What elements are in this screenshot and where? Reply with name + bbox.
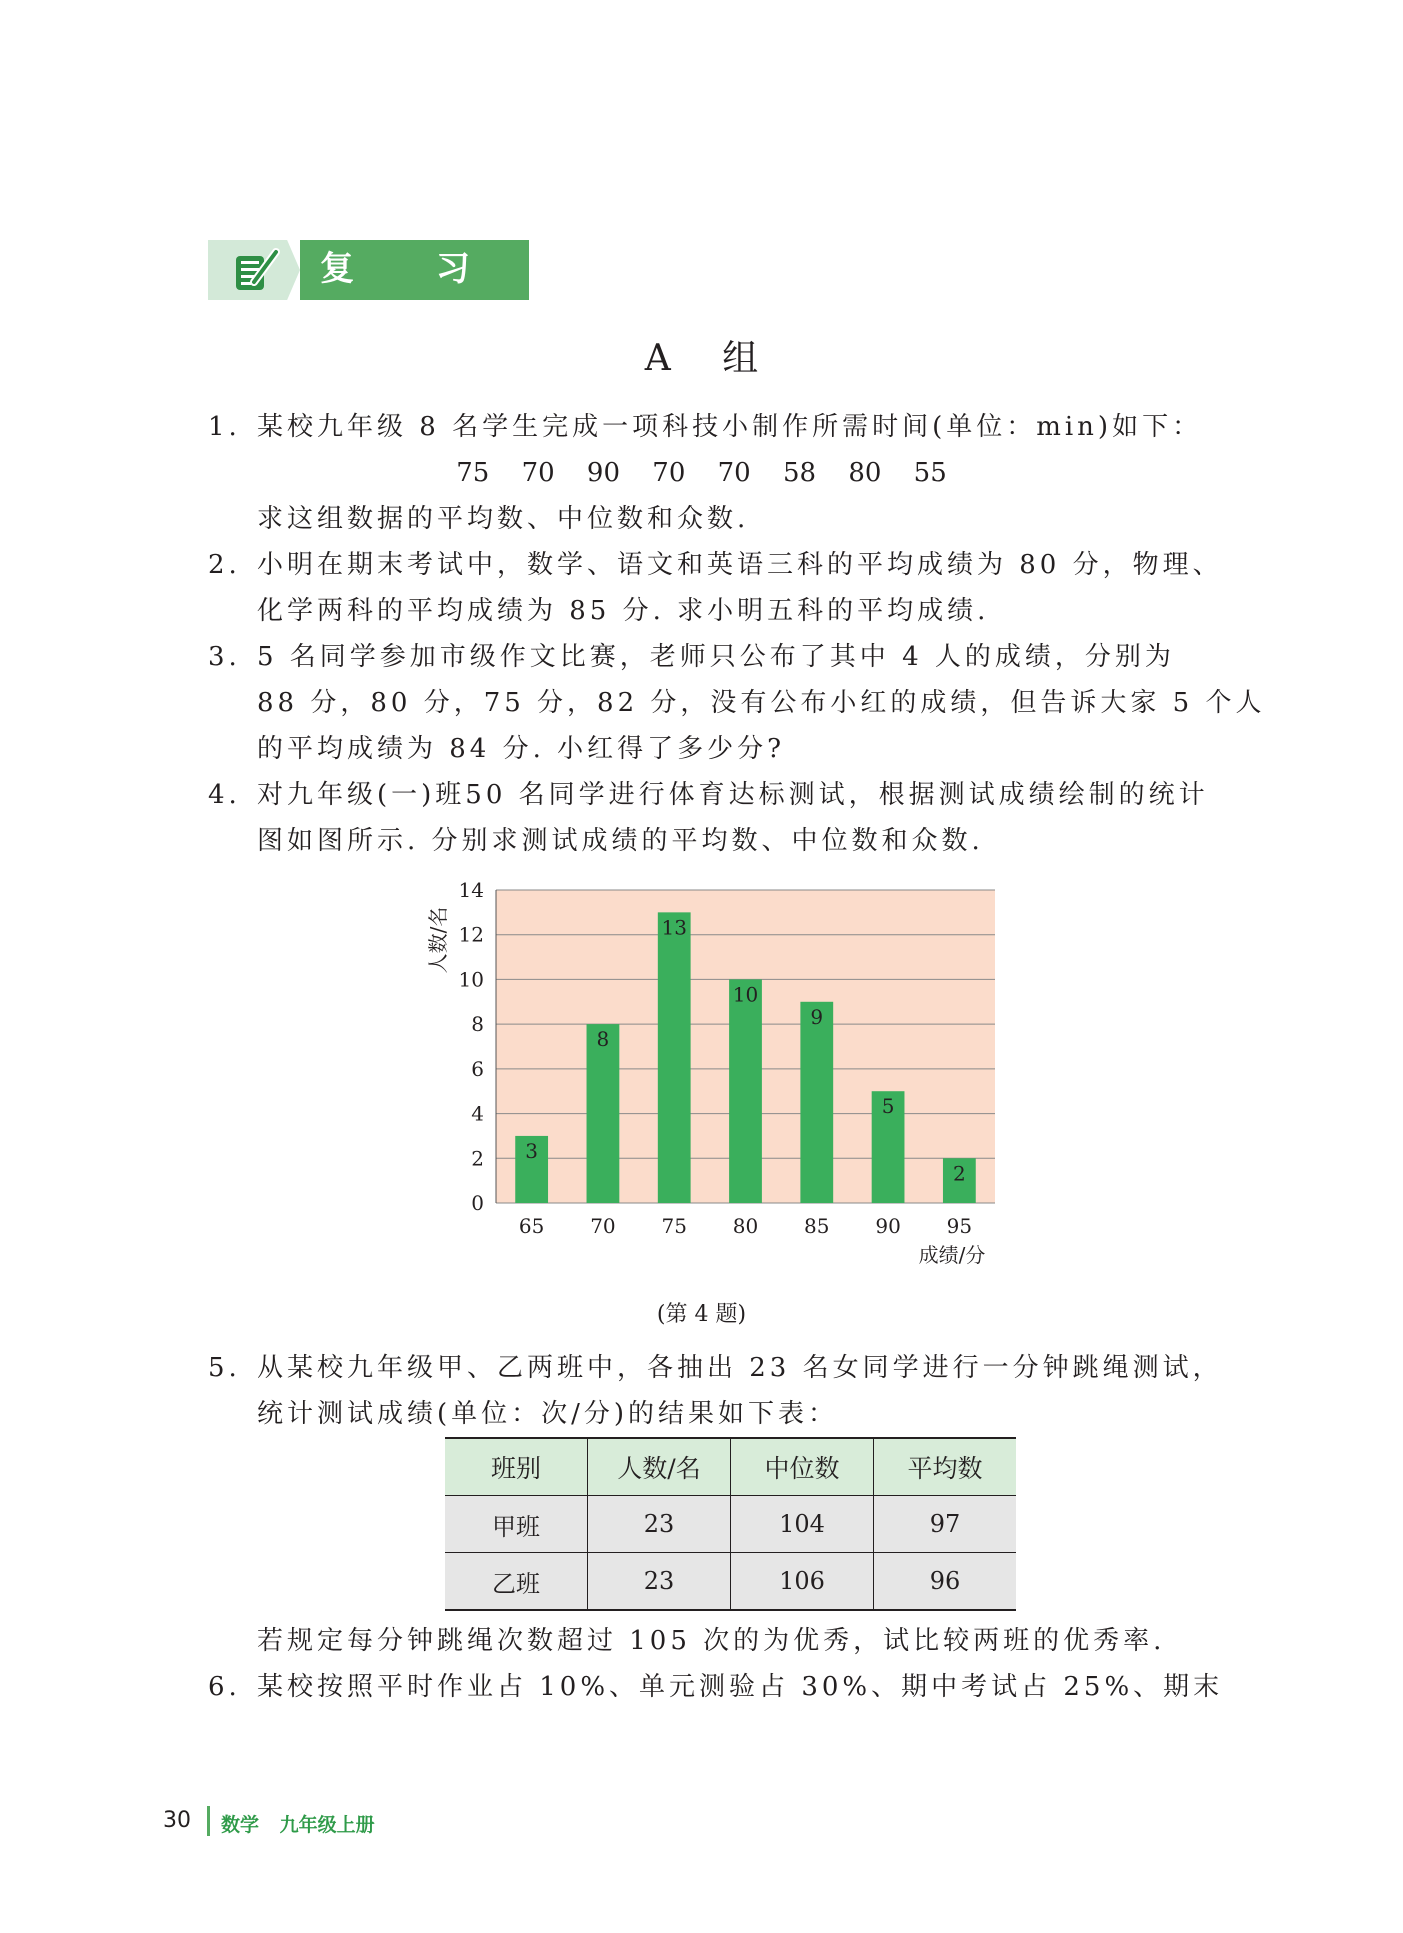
y-tick-label: 12 xyxy=(458,922,484,947)
problem-3-line-2: 88 分，80 分，75 分，82 分，没有公布小红的成绩，但告诉大家 5 个人 xyxy=(257,688,1266,718)
figure-caption: (第 4 题) xyxy=(656,1302,747,1327)
bar-value-label: 8 xyxy=(596,1027,610,1052)
x-tick-label: 80 xyxy=(732,1214,759,1238)
problem-3-line-3: 的平均成绩为 84 分. 小红得了多少分? xyxy=(257,734,786,764)
table-cell: 97 xyxy=(874,1496,1017,1553)
problem-5-number: 5. xyxy=(208,1353,241,1383)
x-tick-label: 85 xyxy=(804,1214,830,1238)
y-tick-label: 2 xyxy=(471,1146,484,1171)
problem-3-line-1: 5 名同学参加市级作文比赛，老师只公布了其中 4 人的成绩，分别为 xyxy=(257,642,1175,672)
test-score-bar-chart xyxy=(400,870,1000,1280)
table-cell: 106 xyxy=(731,1553,874,1611)
group-title: A 组 xyxy=(644,338,779,379)
x-axis-title: 成绩/分 xyxy=(918,1243,986,1267)
problem-2-line-2: 化学两科的平均成绩为 85 分. 求小明五科的平均成绩. xyxy=(257,596,990,626)
bar-value-label: 13 xyxy=(661,915,687,940)
bar-value-label: 5 xyxy=(881,1094,895,1119)
table-header-row xyxy=(445,1438,1016,1496)
y-tick-label: 4 xyxy=(471,1101,484,1126)
table-cell: 96 xyxy=(874,1553,1017,1611)
section-title: 复 习 题 xyxy=(320,249,621,289)
table-cell: 23 xyxy=(588,1496,731,1553)
x-tick-label: 90 xyxy=(875,1214,901,1238)
banner-title-box xyxy=(300,240,621,300)
bar-value-label: 2 xyxy=(952,1161,966,1186)
x-tick-label: 65 xyxy=(518,1214,545,1238)
table-header: 中位数 xyxy=(731,1438,874,1496)
problem-6-number: 6. xyxy=(208,1672,241,1702)
y-tick-label: 14 xyxy=(458,878,484,902)
banner-icon-box xyxy=(208,240,300,300)
table-row xyxy=(445,1496,1016,1553)
problem-2-line-1: 小明在期末考试中，数学、语文和英语三科的平均成绩为 80 分，物理、 xyxy=(257,550,1223,580)
bar xyxy=(658,912,691,1203)
problem-1-question: 求这组数据的平均数、中位数和众数. xyxy=(257,504,750,534)
table-row xyxy=(445,1553,1016,1611)
bar-value-label: 3 xyxy=(525,1138,539,1163)
table-cell: 乙班 xyxy=(445,1553,588,1611)
problem-5-line-2: 统计测试成绩(单位：次/分)的结果如下表： xyxy=(257,1399,839,1429)
y-tick-label: 0 xyxy=(471,1191,484,1215)
jump-rope-table xyxy=(445,1437,1016,1611)
problem-6-line-1: 某校按照平时作业占 10%、单元测验占 30%、期中考试占 25%、期末 xyxy=(257,1672,1224,1702)
table-header: 人数/名 xyxy=(588,1438,731,1496)
table-header: 班别 xyxy=(445,1438,588,1496)
problem-3-number: 3. xyxy=(208,642,241,672)
y-tick-label: 8 xyxy=(471,1012,484,1037)
problem-4-number: 4. xyxy=(208,780,241,810)
bar-value-label: 9 xyxy=(810,1004,824,1029)
problem-2-number: 2. xyxy=(208,550,241,580)
y-tick-label: 6 xyxy=(471,1056,484,1081)
table-cell: 甲班 xyxy=(445,1496,588,1553)
page-number: 30 xyxy=(163,1808,191,1833)
footer-divider xyxy=(207,1806,210,1836)
bar xyxy=(729,979,762,1203)
problem-1-data: 75 70 90 70 70 58 80 55 xyxy=(456,458,947,488)
table-cell: 23 xyxy=(588,1553,731,1611)
table-header: 平均数 xyxy=(874,1438,1017,1496)
x-tick-label: 95 xyxy=(946,1214,973,1238)
problem-5-line-1: 从某校九年级甲、乙两班中，各抽出 23 名女同学进行一分钟跳绳测试， xyxy=(257,1353,1223,1383)
book-title: 数学 九年级上册 xyxy=(221,1814,375,1836)
y-tick-label: 10 xyxy=(458,967,484,992)
problem-4-line-2: 图如图所示. 分别求测试成绩的平均数、中位数和众数. xyxy=(257,826,984,856)
table-cell: 104 xyxy=(731,1496,874,1553)
problem-5-question: 若规定每分钟跳绳次数超过 105 次的为优秀，试比较两班的优秀率. xyxy=(257,1626,1166,1656)
section-banner xyxy=(208,240,621,300)
y-axis-title: 人数/名 xyxy=(426,906,450,974)
pencil-notebook-icon xyxy=(230,242,290,302)
problem-4-line-1: 对九年级(一)班50 名同学进行体育达标测试，根据测试成绩绘制的统计 xyxy=(257,780,1209,810)
x-tick-label: 75 xyxy=(661,1214,687,1238)
bar xyxy=(800,1002,833,1203)
problem-1-number: 1. xyxy=(208,412,241,442)
problem-1-text: 某校九年级 8 名学生完成一项科技小制作所需时间(单位：min)如下： xyxy=(257,412,1203,442)
x-tick-label: 70 xyxy=(590,1214,616,1238)
bar-value-label: 10 xyxy=(732,982,759,1007)
